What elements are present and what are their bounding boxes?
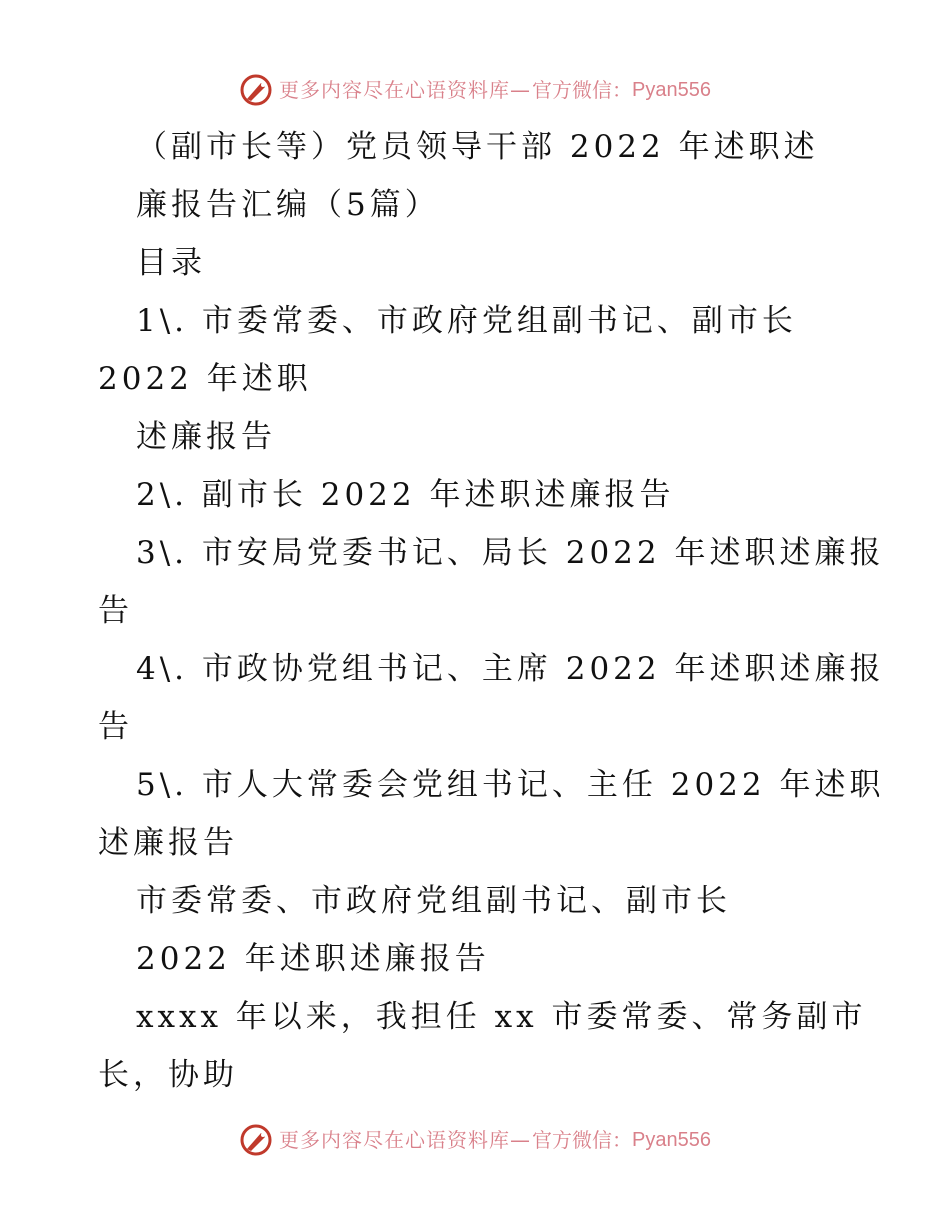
text-line: 廉报告汇编（5篇）	[136, 187, 440, 223]
text-line: 2022 年述职	[98, 361, 312, 397]
text-line: 1\. 市委常委、市政府党组副书记、副市长	[136, 303, 797, 339]
text-line: 5\. 市人大常委会党组书记、主任 2022 年述职	[136, 767, 885, 803]
pen-logo-icon	[239, 1123, 273, 1157]
watermark-dash: —	[510, 1128, 531, 1152]
text-line: 目录	[136, 245, 206, 281]
watermark-dash: —	[510, 78, 531, 102]
text-line: （副市长等）党员领导干部 2022 年述职述	[136, 129, 819, 165]
text-line: 述廉报告	[136, 419, 276, 455]
watermark-footer	[0, 1120, 950, 1160]
watermark-brand: 更多内容尽在心语资料库	[279, 1128, 511, 1152]
watermark-label: 官方微信：	[532, 1128, 633, 1152]
text-line: xxxx 年以来，我担任 xx 市委常委、常务副市	[136, 999, 867, 1035]
text-line: 告	[98, 709, 133, 745]
text-line: 述廉报告	[98, 825, 238, 861]
watermark-header	[0, 70, 950, 110]
text-line: 长，协助	[98, 1057, 238, 1093]
text-line: 2\. 副市长 2022 年述职述廉报告	[136, 477, 675, 513]
text-line: 市委常委、市政府党组副书记、副市长	[136, 883, 731, 919]
watermark-id: Pyan556	[632, 1129, 711, 1151]
text-line: 3\. 市安局党委书记、局长 2022 年述职述廉报	[136, 535, 885, 571]
text-line: 4\. 市政协党组书记、主席 2022 年述职述廉报	[136, 651, 885, 687]
document-body	[98, 118, 885, 1104]
watermark-id: Pyan556	[632, 79, 711, 101]
watermark-label: 官方微信：	[532, 78, 633, 102]
pen-logo-icon	[239, 73, 273, 107]
text-line: 告	[98, 593, 133, 629]
text-line: 2022 年述职述廉报告	[136, 941, 490, 977]
watermark-brand: 更多内容尽在心语资料库	[279, 78, 511, 102]
